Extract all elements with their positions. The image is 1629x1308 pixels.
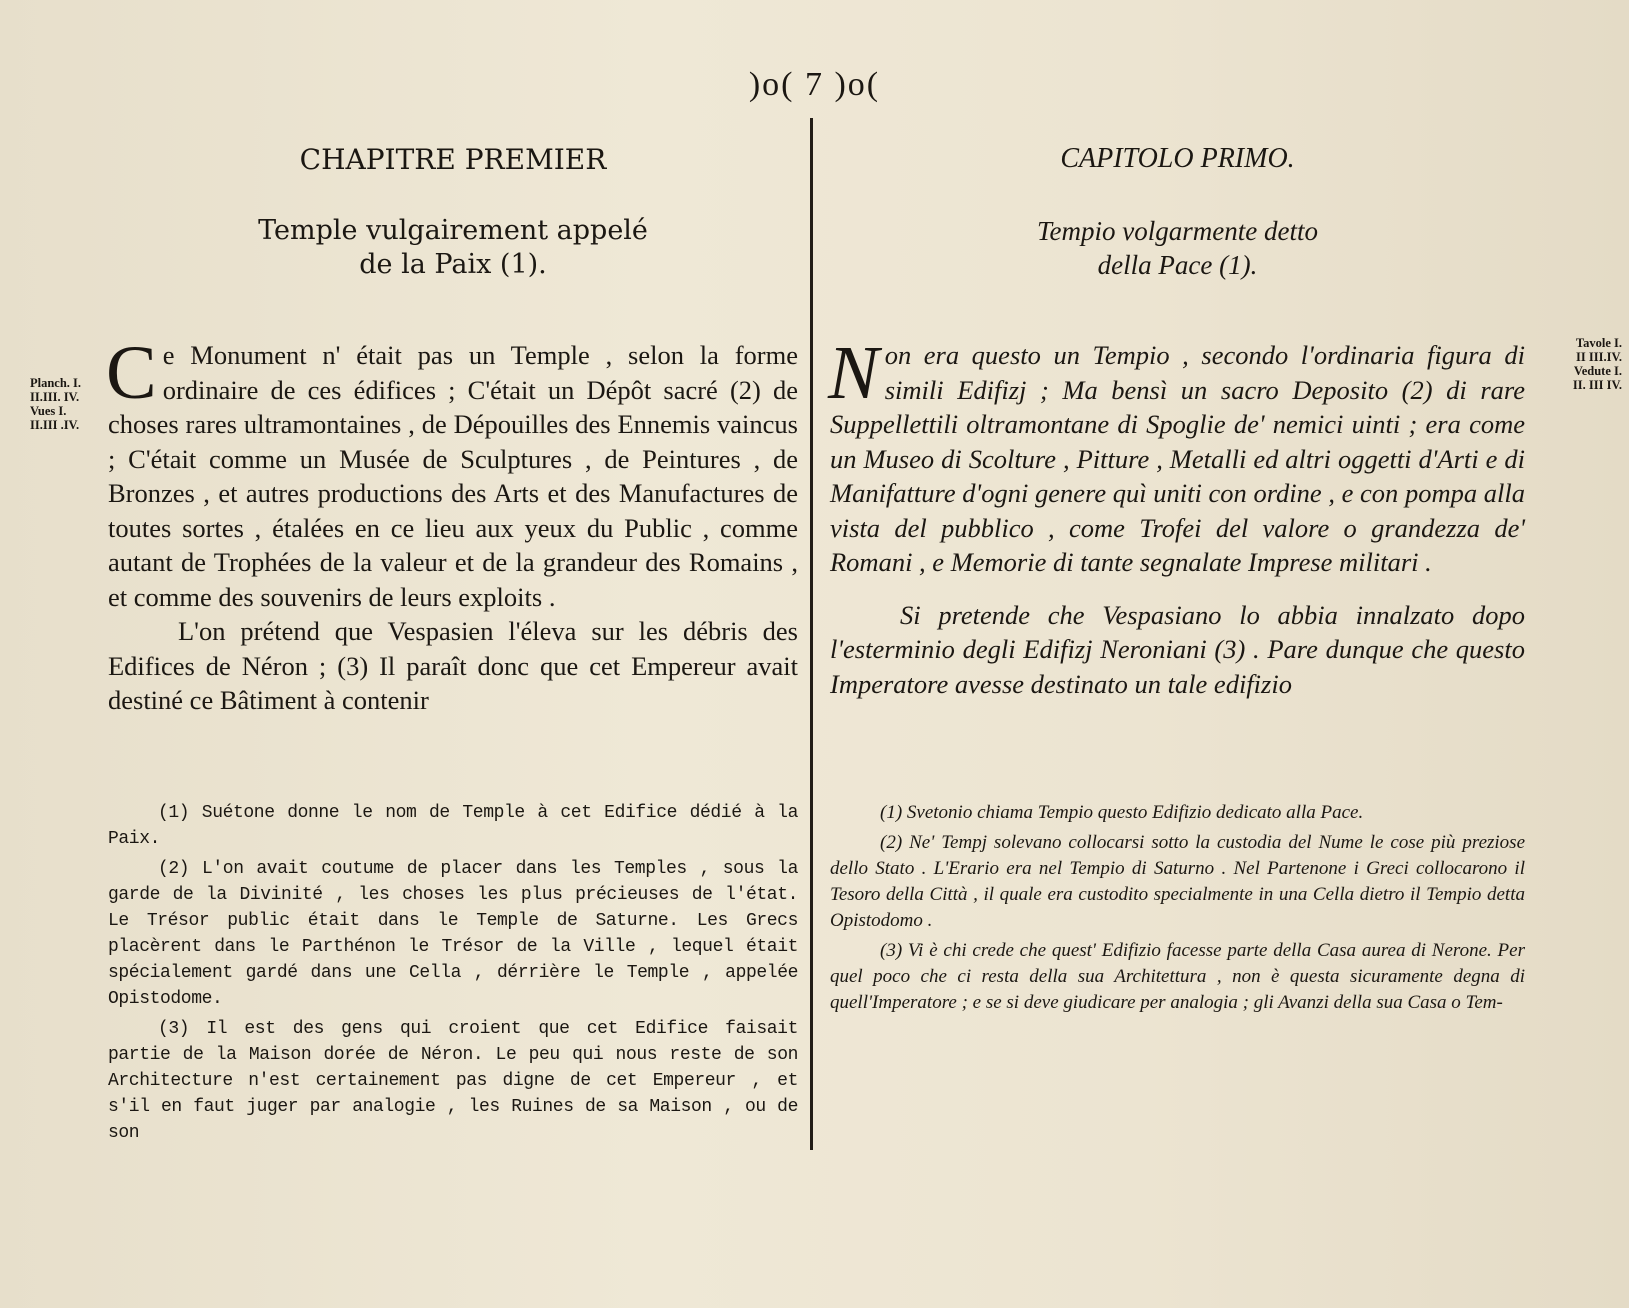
italian-margin-tavole: Tavole I.	[1575, 336, 1622, 350]
french-body	[106, 331, 798, 718]
french-paragraph-2: L'on prétend que Vespasien l'éleva sur les débris des Edifices de Néron ; (3) Il paraît donc que cet Empereur avait destiné ce Bâtiment à contenir	[108, 616, 798, 715]
italian-paragraph-1	[828, 331, 1525, 580]
french-title-line1: Temple vulgairement appelé	[258, 215, 648, 246]
italian-title-line1: Tempio volgarmente detto	[1037, 216, 1318, 246]
italian-margin-vedute-nums: II. III IV.	[1572, 378, 1622, 392]
french-footnote-1: (1) Suétone donne le nom de Temple à cet Edifice dédié à la Paix.	[108, 803, 798, 849]
french-margin-planch-nums: II.III. IV.	[30, 390, 80, 404]
italian-margin-vedute: Vedute I.	[1573, 364, 1622, 378]
french-margin-notes	[30, 376, 100, 432]
french-footnote-3: (3) Il est des gens qui croient que cet Edifice faisait partie de la Maison dorée de Néron. Le peu qui nous reste de son Architecture n'est certainement pas digne de cet Empereur , et s'il en faut juger par analogie , les Ruines de sa Maison , ou de son	[108, 1019, 798, 1143]
french-footnotes	[108, 800, 798, 1150]
italian-body	[828, 331, 1525, 701]
italian-footnotes	[830, 800, 1525, 1020]
french-title	[108, 214, 798, 282]
italian-footnote-2: (2) Ne' Tempj solevano collocarsi sotto la custodia del Nume le cose più preziose dello Stato . L'Erario era nel Tempio di Saturno . Nel Partenone i Greci collocarono il Tesoro della Città , il quale era custodito specialmente in una Cella dietro il Tempio detta Opistodomo .	[830, 832, 1525, 931]
italian-title	[830, 214, 1525, 282]
french-chapter-heading: CHAPITRE PREMIER	[299, 143, 607, 176]
italian-paragraph-2: Si pretende che Vespasiano lo abbia innalzato dopo l'esterminio degli Edifizj Neroniani (3) . Pare dunque che questo Imperatore avesse destinato un tale edifizio	[830, 599, 1525, 699]
french-paragraph-1	[106, 331, 798, 614]
french-footnote-2: (2) L'on avait coutume de placer dans les Temples , sous la garde de la Divinité , les choses les plus précieuses de l'état. Le Trésor public était dans le Temple de Saturne. Les Grecs placèrent dans le Parthénon le Trésor de la Ville , lequel était spécialement gardé dans une Cella , dérrière le Temple , appelée Opistodome.	[108, 859, 798, 1009]
french-margin-vues: Vues I.	[30, 404, 67, 418]
italian-footnote-3: (3) Vi è chi crede che quest' Edifizio facesse parte della Casa aurea di Nerone. Per quel poco che ci resta della sua Architettura , non è questa sicuramente degna di quell'Imperatore ; e se si deve giudicare per analogia ; gli Avanzi della sua Casa o Tem-	[830, 940, 1525, 1013]
french-paragraph-1-text: e Monument n' était pas un Temple , selon la forme ordinaire de ces édifices ; C'était un Dépôt sacré (2) de choses rares ultramontaines , de Dépouilles des Ennemis vaincus ; C'était comme un Musée de Sculptures , de Peintures , de Bronzes , et autres productions des Arts et des Manufactures de toutes sortes , étalées en ce lieu aux yeux du Public , comme autant de Trophées de la valeur et de la grandeur des Romains , et comme des souvenirs de leurs exploits .	[108, 340, 798, 612]
italian-paragraph-1-text: on era questo un Tempio , secondo l'ordinaria figura di simili Edifizj ; Ma bensì un sacro Deposito (2) di rare Suppellettili oltramontane di Spoglie de' nemici uinti ; era come un Museo di Scolture , Pitture , Metalli ed altri oggetti d'Arti e di Manifatture d'ogni genere quì uniti con ordine , e con pompa alla vista del pubblico , come Trofei del valore o grandezza de' Romani , e Memorie di tante segnalate Imprese militari .	[830, 340, 1525, 577]
french-margin-vues-nums: II.III .IV.	[30, 418, 80, 432]
italian-footnote-1: (1) Svetonio chiama Tempio questo Edifizio dedicato alla Pace.	[880, 802, 1364, 823]
page-number: )o( 7 )o(	[748, 66, 881, 103]
french-margin-planch: Planch. I.	[30, 376, 82, 390]
column-divider	[810, 118, 813, 1150]
italian-margin-tavole-nums: II III.IV.	[1576, 350, 1622, 364]
italian-margin-notes	[1532, 336, 1622, 392]
french-drop-cap: C	[106, 331, 157, 415]
italian-drop-cap: N	[828, 331, 879, 415]
french-title-line2: de la Paix (1).	[359, 249, 547, 280]
italian-chapter-heading: CAPITOLO PRIMO.	[1060, 143, 1295, 174]
italian-title-line2: della Pace (1).	[1097, 250, 1258, 280]
